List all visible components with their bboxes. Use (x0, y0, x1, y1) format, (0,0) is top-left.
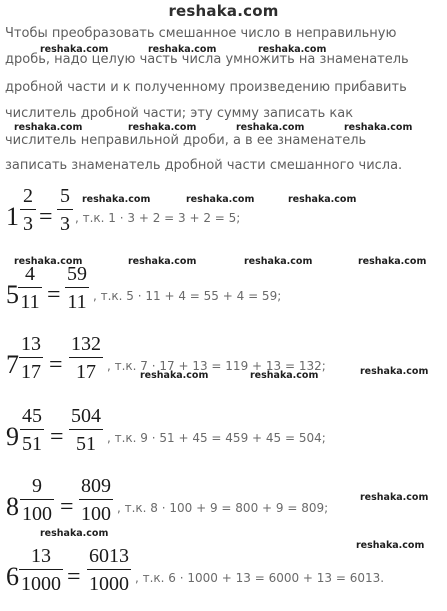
watermark: reshaka.com (40, 44, 109, 55)
numerator: 13 (31, 545, 51, 567)
watermark: reshaka.com (288, 194, 357, 205)
watermark: reshaka.com (360, 492, 429, 503)
watermark: reshaka.com (360, 366, 429, 377)
mixed-fraction (19, 546, 63, 594)
mixed-whole: 8 (6, 492, 19, 521)
watermark: reshaka.com (148, 44, 217, 55)
numerator: 5 (60, 185, 70, 207)
mixed-whole: 1 (6, 202, 19, 231)
equals-sign: = (47, 282, 61, 308)
explanation: , т.к. 9 · 51 + 45 = 459 + 45 = 504; (107, 431, 326, 445)
explanation: , т.к. 5 · 11 + 4 = 55 + 4 = 59; (93, 289, 282, 303)
numerator: 9 (32, 475, 42, 497)
denominator: 17 (21, 361, 41, 383)
equals-sign: = (67, 564, 81, 590)
numerator: 13 (21, 333, 41, 355)
improper-fraction (69, 406, 103, 454)
denominator: 11 (20, 291, 40, 313)
mixed-fraction (18, 264, 42, 312)
watermark: reshaka.com (356, 540, 425, 551)
watermark: reshaka.com (236, 122, 305, 133)
watermark: reshaka.com (344, 122, 413, 133)
denominator: 1000 (21, 573, 61, 595)
explanation: , т.к. 7 · 17 + 13 = 119 + 13 = 132; (107, 359, 326, 373)
equals-sign: = (60, 494, 74, 520)
numerator: 59 (67, 263, 87, 285)
equals-sign: = (49, 352, 63, 378)
watermark: reshaka.com (14, 122, 83, 133)
denominator: 17 (76, 361, 96, 383)
numerator: 2 (23, 185, 33, 207)
watermark: reshaka.com (186, 194, 255, 205)
improper-fraction (69, 334, 103, 382)
improper-fraction (87, 546, 131, 594)
improper-fraction (57, 186, 73, 234)
explanation: , т.к. 1 · 3 + 2 = 3 + 2 = 5; (75, 211, 241, 225)
denominator: 100 (22, 503, 52, 525)
watermark: reshaka.com (140, 370, 209, 381)
watermark: reshaka.com (250, 370, 319, 381)
mixed-whole: 7 (6, 350, 19, 379)
mixed-fraction (20, 406, 44, 454)
equals-sign: = (50, 424, 64, 450)
improper-fraction (79, 476, 113, 524)
site-title: reshaka.com (168, 2, 279, 20)
denominator: 51 (22, 433, 42, 455)
numerator: 4 (25, 263, 35, 285)
rule-line-4: числитель дробной части; эту сумму записать как (5, 106, 354, 121)
numerator: 45 (22, 405, 42, 427)
mixed-whole: 5 (6, 280, 19, 309)
denominator: 1000 (89, 573, 129, 595)
rule-line-1: Чтобы преобразовать смешанное число в неправильную (5, 26, 397, 41)
mixed-fraction (20, 476, 54, 524)
rule-line-3: дробной части и к полученному произведению прибавить (5, 80, 407, 95)
watermark: reshaka.com (244, 256, 313, 267)
improper-fraction (65, 264, 89, 312)
numerator: 132 (71, 333, 101, 355)
mixed-fraction (19, 334, 43, 382)
denominator: 100 (81, 503, 111, 525)
mixed-whole: 6 (6, 562, 19, 591)
mixed-fraction (20, 186, 36, 234)
denominator: 51 (76, 433, 96, 455)
explanation: , т.к. 8 · 100 + 9 = 800 + 9 = 809; (117, 501, 329, 515)
rule-line-6: записать знаменатель дробной части смешанного числа. (5, 158, 403, 173)
watermark: reshaka.com (128, 122, 197, 133)
equals-sign: = (39, 204, 53, 230)
explanation: , т.к. 6 · 1000 + 13 = 6000 + 13 = 6013. (135, 571, 385, 585)
numerator: 6013 (89, 545, 129, 567)
numerator: 809 (81, 475, 111, 497)
watermark: reshaka.com (82, 194, 151, 205)
mixed-whole: 9 (6, 422, 19, 451)
numerator: 504 (71, 405, 101, 427)
watermark: reshaka.com (258, 44, 327, 55)
rule-line-2: дробь, надо целую часть числа умножить на знаменатель (5, 52, 409, 67)
watermark: reshaka.com (40, 528, 109, 539)
denominator: 3 (60, 213, 70, 235)
rule-line-5: числитель неправильной дроби, а в ее знаменатель (5, 133, 367, 148)
denominator: 11 (67, 291, 87, 313)
denominator: 3 (23, 213, 33, 235)
watermark: reshaka.com (358, 256, 427, 267)
watermark: reshaka.com (14, 256, 83, 267)
watermark: reshaka.com (128, 256, 197, 267)
